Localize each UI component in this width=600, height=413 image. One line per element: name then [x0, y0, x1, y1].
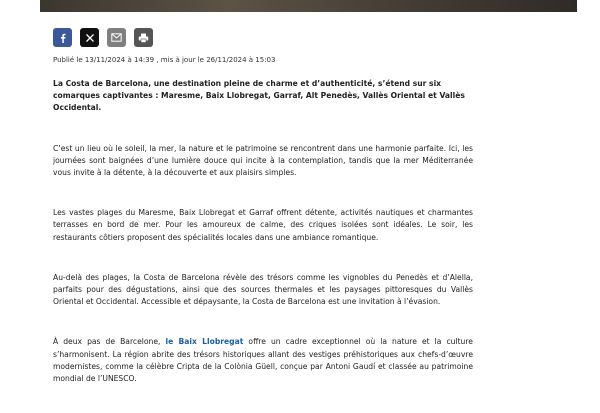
baix-llobregat-link[interactable]: le Baix Llobregat [165, 337, 244, 347]
paragraph-4-intro: À deux pas de Barcelone, [53, 337, 166, 347]
article-body [53, 78, 473, 413]
x-share-button[interactable] [80, 28, 99, 47]
paragraph-4-text: offre un cadre exceptionnel où la nature et la culture s’harmonisent. La région abrite des trésors historiques allant des vestiges préhistoriques aux chefs-d’œuvre modernistes, comme la célèbre Cripta de la Colònia Güell, conçue par Antoni Gaudí et classée au patrimoine mondial de l’UNESCO. [53, 337, 473, 384]
x-icon [85, 33, 95, 43]
email-share-button[interactable] [107, 28, 126, 47]
print-icon [138, 33, 149, 43]
facebook-icon [58, 33, 68, 43]
article-paragraph-1: C’est un lieu où le soleil, la mer, la nature et le patrimoine se rencontrent dans une harmonie parfaite. Ici, les journées sont baignées d’une lumière douce qui incite à la contemplation, tandis que la mer Méditerranée vous invite à la détente, à la découverte et aux plaisirs simples. [53, 143, 473, 178]
article-paragraph-3: Au-delà des plages, la Costa de Barcelona révèle des trésors comme les vignobles du Penedès et d’Alella, parfaits pour des dégustations, ainsi que des sources thermales et les paysages pittoresques du Vallès Oriental et Occidental. Accessible et dépaysante, la Costa de Barcelona est une invitation à l’évasion. [53, 272, 473, 307]
publication-date: Publié le 13/11/2024 à 14:39 , mis à jour le 26/11/2024 à 15:03 [53, 56, 276, 64]
facebook-share-button[interactable] [53, 28, 72, 47]
article-lead: La Costa de Barcelona, une destination pleine de charme et d’authenticité, s’étend sur six comarques captivantes : Maresme, Baix Llobregat, Garraf, Alt Penedès, Vallès Oriental et Vallès Occidental. [53, 79, 465, 113]
print-button[interactable] [134, 28, 153, 47]
share-bar [53, 28, 153, 47]
hero-image [40, 0, 577, 12]
article-paragraph-4 [53, 336, 473, 385]
mail-icon [111, 33, 122, 42]
article-paragraph-2: Les vastes plages du Maresme, Baix Llobregat et Garraf offrent détente, activités nautiques et charmantes terrasses en bord de mer. Pour les amoureux de calme, des criques isolées sont idéales. Le soir, les restaurants côtiers proposent des spécialités locales dans une ambiance romantique. [53, 208, 473, 242]
